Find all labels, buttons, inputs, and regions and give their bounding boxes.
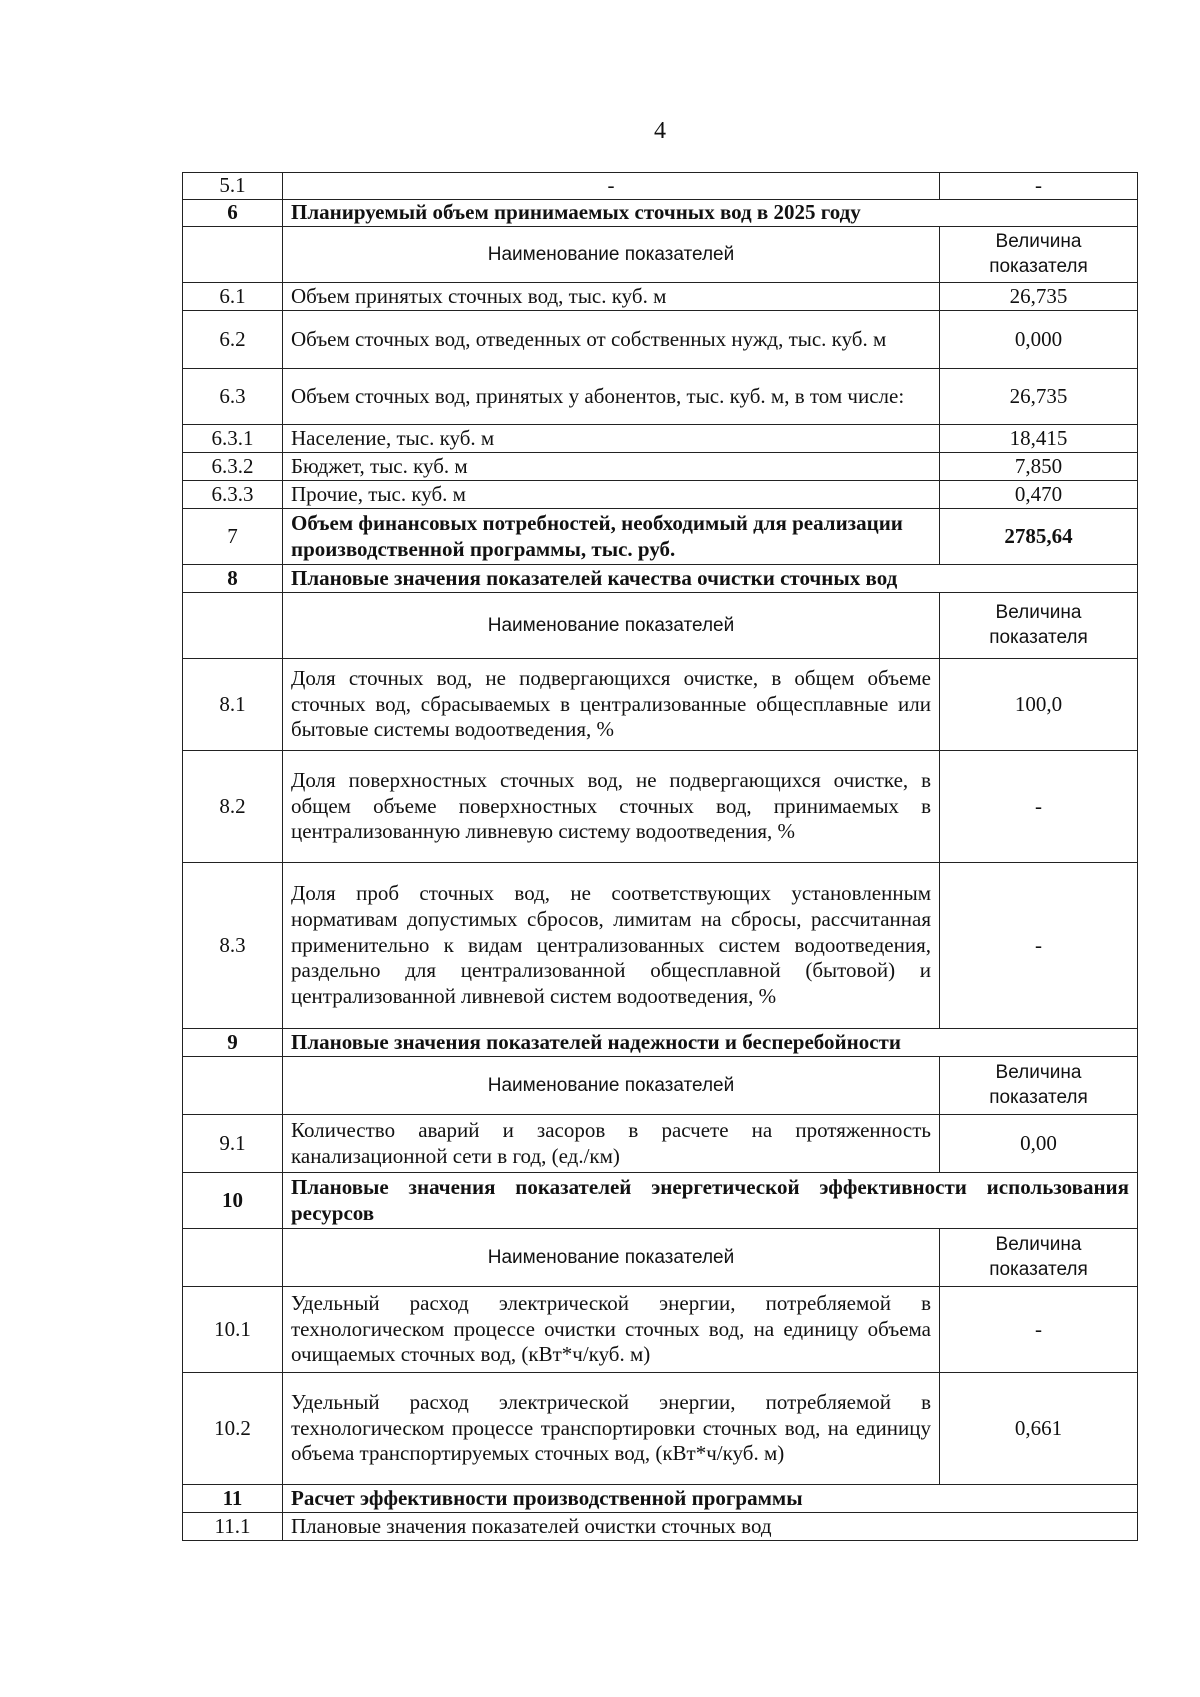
row-text: Удельный расход электрической энергии, потребляемой в технологическом процессе транспортировки сточных вод, на единицу объема транспортируемых сточных вод, (кВт*ч/куб. м) <box>283 1373 940 1485</box>
section-title: Планируемый объем принимаемых сточных вод в 2025 году <box>283 200 1138 227</box>
row-value: 0,470 <box>940 481 1138 509</box>
row-number: 10.1 <box>183 1287 283 1373</box>
row-value: 0,000 <box>940 311 1138 369</box>
row-number: 6.3 <box>183 369 283 425</box>
row-number: 6.3.3 <box>183 481 283 509</box>
row-value: 0,661 <box>940 1373 1138 1485</box>
table-row <box>183 1287 1138 1373</box>
section-number: 9 <box>183 1029 283 1057</box>
row-value: 0,00 <box>940 1115 1138 1173</box>
row-value: 2785,64 <box>940 509 1138 565</box>
indicator-name-header: Наименование показателей <box>283 227 940 283</box>
row-number: 8.1 <box>183 659 283 751</box>
indicator-value-header: Величина показателя <box>940 1057 1138 1115</box>
row-value: 26,735 <box>940 283 1138 311</box>
indicator-value-header: Величина показателя <box>940 227 1138 283</box>
indicators-table <box>182 172 1138 1541</box>
row-number: 6.3.1 <box>183 425 283 453</box>
row-value: - <box>940 863 1138 1029</box>
row-number: 8.2 <box>183 751 283 863</box>
table-row <box>183 659 1138 751</box>
row-number: 11.1 <box>183 1513 283 1541</box>
section-row <box>183 1173 1138 1229</box>
header-row <box>183 1057 1138 1115</box>
row-text: Прочие, тыс. куб. м <box>283 481 940 509</box>
section-number: 8 <box>183 565 283 593</box>
table-row <box>183 751 1138 863</box>
header-row <box>183 227 1138 283</box>
indicator-value-header: Величина показателя <box>940 593 1138 659</box>
table-row <box>183 1115 1138 1173</box>
row-text: Плановые значения показателей очистки сточных вод <box>283 1513 1138 1541</box>
row-number: 6.3.2 <box>183 453 283 481</box>
table-row <box>183 173 1138 200</box>
row-text: Объем принятых сточных вод, тыс. куб. м <box>283 283 940 311</box>
indicator-name-header: Наименование показателей <box>283 1057 940 1115</box>
row-value: 26,735 <box>940 369 1138 425</box>
row-text: Удельный расход электрической энергии, потребляемой в технологическом процессе очистки сточных вод, на единицу объема очищаемых сточных вод, (кВт*ч/куб. м) <box>283 1287 940 1373</box>
table-row <box>183 481 1138 509</box>
row-number: 6.2 <box>183 311 283 369</box>
row-number: 9.1 <box>183 1115 283 1173</box>
row-text: Доля сточных вод, не подвергающихся очистке, в общем объеме сточных вод, сбрасываемых в централизованные общесплавные или бытовые системы водоотведения, % <box>283 659 940 751</box>
section-title: Расчет эффективности производственной программы <box>283 1485 1138 1513</box>
empty-cell <box>183 1057 283 1115</box>
row-value: 7,850 <box>940 453 1138 481</box>
row-number: 6.1 <box>183 283 283 311</box>
empty-cell <box>183 1229 283 1287</box>
indicator-name-header: Наименование показателей <box>283 593 940 659</box>
table-row <box>183 425 1138 453</box>
table-row <box>183 863 1138 1029</box>
table-row <box>183 509 1138 565</box>
row-text: Доля проб сточных вод, не соответствующих установленным нормативам допустимых сбросов, лимитам на сбросы, рассчитанная применительно к видам централизованных систем водоотведения, раздельно для централизованной общесплавной (бытовой) и централизованной ливневой систем водоотведения, % <box>283 863 940 1029</box>
row-value: - <box>940 751 1138 863</box>
row-number: 8.3 <box>183 863 283 1029</box>
indicator-value-header: Величина показателя <box>940 1229 1138 1287</box>
section-row <box>183 1485 1138 1513</box>
table-row <box>183 311 1138 369</box>
row-number: 7 <box>183 509 283 565</box>
section-number: 6 <box>183 200 283 227</box>
page-number: 4 <box>654 118 666 144</box>
row-value: 18,415 <box>940 425 1138 453</box>
section-title: Плановые значения показателей энергетической эффективности использования ресурсов <box>283 1173 1138 1229</box>
table-row <box>183 283 1138 311</box>
row-text: Доля поверхностных сточных вод, не подвергающихся очистке, в общем объеме поверхностных сточных вод, принимаемых в централизованную ливневую систему водоотведения, % <box>283 751 940 863</box>
section-title: Плановые значения показателей надежности и бесперебойности <box>283 1029 1138 1057</box>
row-text: Объем сточных вод, принятых у абонентов, тыс. куб. м, в том числе: <box>283 369 940 425</box>
row-text: Количество аварий и засоров в расчете на протяженность канализационной сети в год, (ед./км) <box>283 1115 940 1173</box>
table-row <box>183 453 1138 481</box>
empty-cell <box>183 227 283 283</box>
row-value: - <box>940 173 1138 200</box>
row-value: 100,0 <box>940 659 1138 751</box>
row-text: Объем финансовых потребностей, необходимый для реализации производственной программы, тыс. руб. <box>283 509 940 565</box>
section-row <box>183 1029 1138 1057</box>
header-row <box>183 1229 1138 1287</box>
section-row <box>183 565 1138 593</box>
table-row <box>183 1513 1138 1541</box>
row-value: - <box>940 1287 1138 1373</box>
row-text: Бюджет, тыс. куб. м <box>283 453 940 481</box>
row-text: Объем сточных вод, отведенных от собственных нужд, тыс. куб. м <box>283 311 940 369</box>
section-number: 10 <box>183 1173 283 1229</box>
section-number: 11 <box>183 1485 283 1513</box>
indicator-name-header: Наименование показателей <box>283 1229 940 1287</box>
table-row <box>183 369 1138 425</box>
table-row <box>183 1373 1138 1485</box>
row-text: - <box>283 173 940 200</box>
header-row <box>183 593 1138 659</box>
section-row <box>183 200 1138 227</box>
row-number: 10.2 <box>183 1373 283 1485</box>
section-title: Плановые значения показателей качества очистки сточных вод <box>283 565 1138 593</box>
empty-cell <box>183 593 283 659</box>
row-text: Население, тыс. куб. м <box>283 425 940 453</box>
row-number: 5.1 <box>183 173 283 200</box>
